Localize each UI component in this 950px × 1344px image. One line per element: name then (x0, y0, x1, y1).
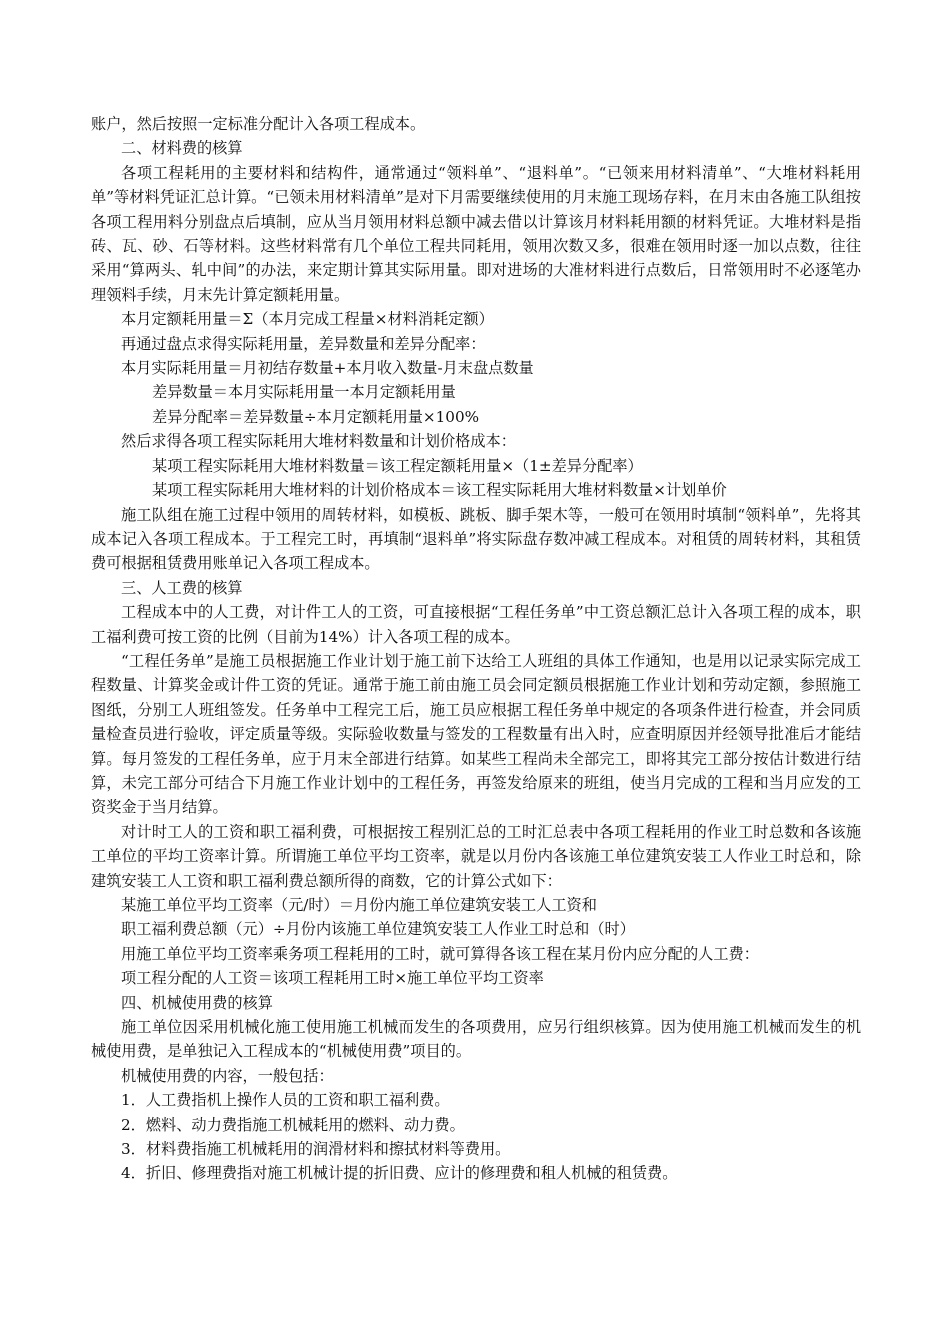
formula-line: 某项工程实际耗用大堆材料数量＝该工程定额耗用量×（1±差异分配率） (152, 456, 643, 475)
formula-line: 职工福利费总额（元）÷月份内该施工单位建筑安装工人作业工时总和（时） (121, 920, 635, 939)
paragraph: 账户，然后按照一定标准分配计入各项工程成本。 (91, 115, 426, 133)
section-heading-labor: 三、人工费的核算 (121, 578, 243, 597)
paragraph: 施工单位因采用机械化施工使用施工机械而发生的各项费用，应另行组织核算。因为使用施工机械而发生的机械使用费，是单独记入工程成本的“机械使用费”项目的。 (91, 1018, 861, 1061)
paragraph: 再通过盘点求得实际耗用量，差异数量和差异分配率： (121, 334, 486, 353)
paragraph: 工程成本中的人工费，对计件工人的工资，可直接根据“工程任务单”中工资总额汇总计入各项工程的成本，职工福利费可按工资的比例（目前为14%）计入各项工程的成本。 (91, 603, 861, 646)
formula-line: 本月实际耗用量＝月初结存数量+本月收入数量-月末盘点数量 (121, 359, 534, 378)
paragraph: “工程任务单”是施工员根据施工作业计划于施工前下达给工人班组的具体工作通知，也是用以记录实际完成工程数量、计算奖金或计件工资的凭证。通常于施工前由施工员会同定额员根据施工作业计划和劳动定额，参照施工图纸，分别工人班组签发。任务单中工程完工后，施工员应根据工程任务单中规定的各项条件进行检查，并会同质量检查员进行验收，评定质量等级。实际验收数量与签发的工程数量有出入时，应查明原因并经领导批准后才能结算。每月签发的工程任务单，应于月末全部进行结算。如某些工程尚未全部完工，即将其完工部分按估计数进行结算，未完工部分可结合下月施工作业计划中的工程任务，再签发给原来的班组，使当月完成的工程和当月应发的工资奖金于当月结算。 (91, 651, 861, 817)
formula-line: 项工程分配的人工资＝该项工程耗用工时×施工单位平均工资率 (121, 969, 544, 988)
formula-line: 差异数量＝本月实际耗用量一本月定额耗用量 (152, 383, 456, 402)
formula-line: 差异分配率＝差异数量÷本月定额耗用量×100% (152, 407, 480, 426)
list-item: 4．折旧、修理费指对施工机械计提的折旧费、应计的修理费和租人机械的租赁费。 (121, 1164, 678, 1183)
formula-line: 本月定额耗用量＝Σ（本月完成工程量×材料消耗定额） (121, 310, 494, 329)
paragraph: 施工队组在施工过程中领用的周转材料，如模板、跳板、脚手架木等，一般可在领用时填制“领料单”，先将其成本记入各项工程成本。于工程完工时，再填制“退料单”将实际盘存数冲减工程成本。对租赁的周转材料，其租赁费可根据租赁费用账单记入各项工程成本。 (91, 505, 861, 573)
paragraph: 各项工程耗用的主要材料和结构件，通常通过“领料单”、“退料单”。“已领来用材料清单”、“大堆材料耗用单”等材料凭证汇总计算。“已领未用材料清单”是对下月需要继续使用的月末施工现场存料，在月末由各施工队组按各项工程用料分别盘点后填制，应从当月领用材料总额中减去借以计算该月材料耗用额的材料凭证。大堆材料是指砖、瓦、砂、石等材料。这些材料常有几个单位工程共同耗用，领用次数又多，很难在领用时逐一加以点数，往往采用“算两头、轧中间”的办法，来定期计算其实际用量。即对进场的大准材料进行点数后，日常领用时不必逐笔办理领料手续，月末先计算定额耗用量。 (91, 163, 861, 304)
section-heading-machinery: 四、机械使用费的核算 (121, 993, 273, 1012)
list-item: 2．燃料、动力费指施工机械耗用的燃料、动力费。 (121, 1115, 465, 1134)
section-heading-materials: 二、材料费的核算 (121, 139, 243, 158)
paragraph: 机械使用费的内容，一般包括： (121, 1066, 334, 1085)
formula-line: 某项工程实际耗用大堆材料的计划价格成本＝该工程实际耗用大堆材料数量×计划单价 (152, 481, 727, 500)
paragraph: 用施工单位平均工资率乘务项工程耗用的工时，就可算得各该工程在某月份内应分配的人工费： (121, 944, 759, 963)
list-item: 1．人工费指机上操作人员的工资和职工福利费。 (121, 1091, 450, 1110)
paragraph: 然后求得各项工程实际耗用大堆材料数量和计划价格成本： (121, 432, 516, 451)
list-item: 3．材料费指施工机械耗用的润滑材料和擦拭材料等费用。 (121, 1140, 511, 1159)
document-body (91, 112, 861, 1186)
formula-line: 某施工单位平均工资率（元/时）＝月份内施工单位建筑安装工人工资和 (121, 896, 597, 914)
paragraph: 对计时工人的工资和职工福利费，可根据按工程别汇总的工时汇总表中各项工程耗用的作业工时总数和各该施工单位的平均工资率计算。所谓施工单位平均工资率，就是以月份内各该施工单位建筑安装工人作业工时总和，除建筑安装工人工资和职工福利费总额所得的商数，它的计算公式如下： (91, 822, 861, 890)
